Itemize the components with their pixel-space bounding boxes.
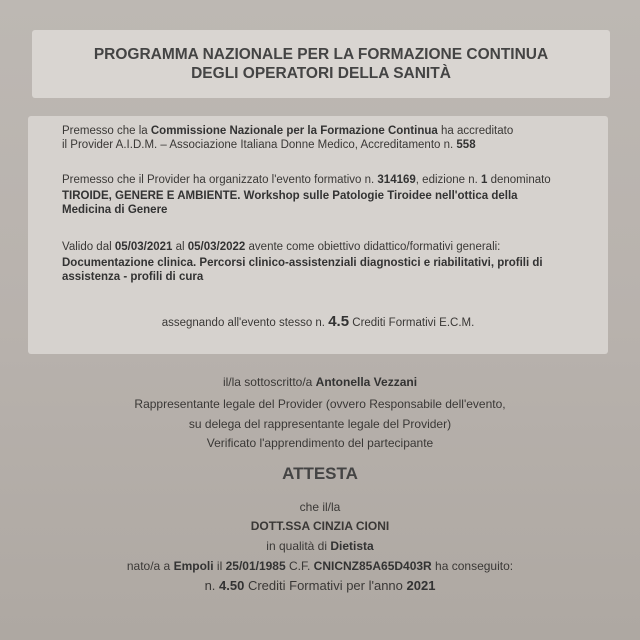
text: ha accreditato xyxy=(437,125,514,137)
event-title: TIROIDE, GENERE E AMBIENTE. Workshop sulle Patologie Tiroidee nell'ottica della Medicina di Genere xyxy=(62,190,518,216)
event-paragraph xyxy=(62,173,588,217)
text: n. xyxy=(204,578,220,593)
text: Premesso che il Provider ha organizzato l'evento formativo n. xyxy=(62,174,378,186)
text: Valido dal xyxy=(62,241,115,253)
fiscal-code: CNICNZ85A65D403R xyxy=(313,559,432,573)
qualification-line xyxy=(0,536,640,556)
text: Crediti Formativi per l'anno xyxy=(244,578,407,593)
birth-date: 25/01/1985 xyxy=(225,559,286,573)
text: il Provider A.I.D.M. – Associazione Italiana Donne Medico, Accreditamento n. xyxy=(62,139,457,151)
birth-line xyxy=(0,556,640,576)
text: il/la sottoscritto/a xyxy=(222,375,316,389)
text: Crediti Formativi E.C.M. xyxy=(349,317,475,329)
certificate-title-box xyxy=(32,30,610,98)
text: denominato xyxy=(487,174,551,186)
earned-credits: 4.50 xyxy=(219,578,245,593)
profession: Dietista xyxy=(330,539,374,553)
text: Premesso che la xyxy=(62,125,151,137)
participant-name: DOTT.SSA CINZIA CIONI xyxy=(250,519,390,533)
text: ha conseguito: xyxy=(431,559,514,573)
role-line-1: Rappresentante legale del Provider (ovvero Responsabile dell'evento, xyxy=(134,397,506,411)
edition-number: 1 xyxy=(481,174,488,186)
title-line-2: DEGLI OPERATORI DELLA SANITÀ xyxy=(191,65,451,82)
valid-to: 05/03/2022 xyxy=(187,241,246,253)
role-line-2: su delega del rappresentante legale del Provider) xyxy=(188,417,452,431)
accreditation-paragraph xyxy=(62,124,588,152)
objectives: Documentazione clinica. Percorsi clinico-assistenziali diagnostici e riabilitativi, profili di assistenza - profili di cura xyxy=(62,257,543,283)
text: C.F. xyxy=(285,559,314,573)
text: il xyxy=(213,559,226,573)
signer-line xyxy=(0,372,640,392)
credits-assigned xyxy=(28,315,608,330)
event-info-box xyxy=(28,116,608,354)
event-credits: 4.5 xyxy=(328,313,350,330)
signer-name: Antonella Vezzani xyxy=(315,375,418,389)
validity-paragraph xyxy=(62,240,588,284)
credits-line xyxy=(0,576,640,596)
text: al xyxy=(172,241,188,253)
che-line: che il/la xyxy=(299,500,341,514)
text: avente come obiettivo didattico/formativi generali: xyxy=(245,241,501,253)
event-number: 314169 xyxy=(377,174,416,186)
text: nato/a a xyxy=(126,559,174,573)
text: assegnando all'evento stesso n. xyxy=(161,317,329,329)
birth-place: Empoli xyxy=(173,559,214,573)
commission-name: Commissione Nazionale per la Formazione Continua xyxy=(150,125,438,137)
credit-year: 2021 xyxy=(406,578,436,593)
verified-line: Verificato l'apprendimento del partecipante xyxy=(206,436,434,450)
valid-from: 05/03/2021 xyxy=(114,241,173,253)
text: in qualità di xyxy=(266,539,331,553)
accreditation-number: 558 xyxy=(456,139,476,151)
attesta-heading: ATTESTA xyxy=(282,464,358,483)
text: , edizione n. xyxy=(415,174,481,186)
title-line-1: PROGRAMMA NAZIONALE PER LA FORMAZIONE CONTINUA xyxy=(93,46,549,63)
